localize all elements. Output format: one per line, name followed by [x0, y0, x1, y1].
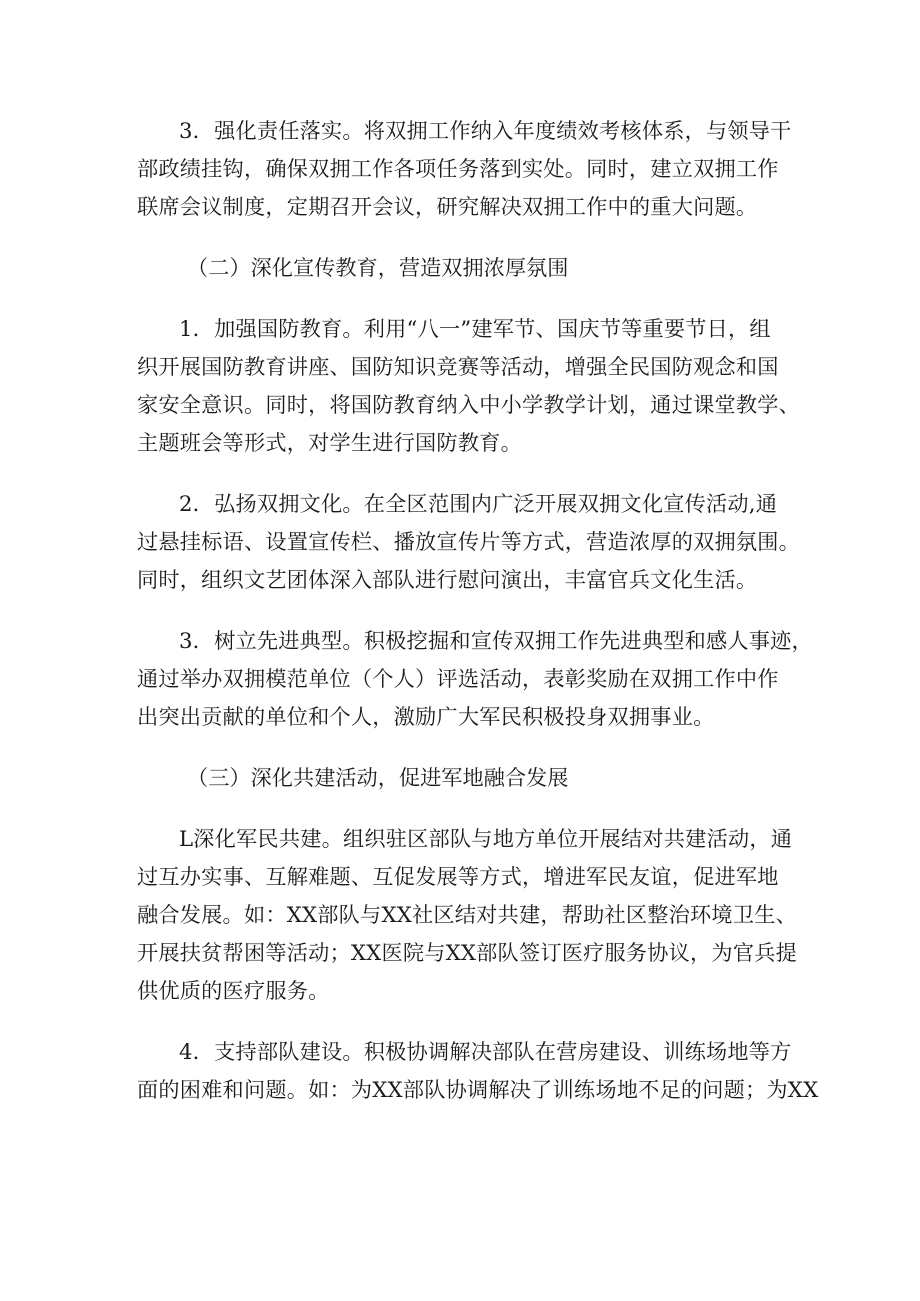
paragraph-3-responsibility — [137, 112, 797, 226]
text-line: 联席会议制度，定期召开会议，研究解决双拥工作中的重大问题。 — [137, 194, 758, 219]
text-line: 4．支持部队建设。积极协调解决部队在营房建设、训练场地等方 — [179, 1039, 792, 1064]
text-line: 3．强化责任落实。将双拥工作纳入年度绩效考核体系，与领导干 — [179, 118, 792, 143]
text-line: 主题班会等形式，对学生进行国防教育。 — [137, 430, 522, 455]
section-heading-3: （三）深化共建活动，促进军地融合发展 — [187, 765, 569, 790]
text-line: 3．树立先进典型。积极挖掘和宣传双拥工作先进典型和感人事迹， — [179, 628, 813, 653]
document-body — [137, 112, 819, 1132]
text-line: 供优质的医疗服务。 — [137, 978, 330, 1003]
paragraph-3-models — [137, 622, 813, 736]
text-line: 过悬挂标语、设置宣传栏、播放宣传片等方式，营造浓厚的双拥氛围。 — [137, 529, 801, 554]
text-line: 1．加强国防教育。利用“八一”建军节、国庆节等重要节日，组 — [179, 316, 771, 341]
text-line: 开展扶贫帮困等活动；XX医院与XX部队签订医疗服务协议，为官兵提 — [137, 940, 797, 965]
text-line: 过互办实事、互解难题、互促发展等方式，增进军民友谊，促进军地 — [137, 864, 779, 889]
text-line: L深化军民共建。组织驻区部队与地方单位开展结对共建活动，通 — [179, 826, 793, 851]
paragraph-1-co-construction — [137, 820, 797, 1010]
text-line: 同时，组织文艺团体深入部队进行慰问演出，丰富官兵文化生活。 — [137, 567, 758, 592]
text-line: 部政绩挂钩，确保双拥工作各项任务落到实处。同时，建立双拥工作 — [137, 156, 779, 181]
text-line: 织开展国防教育讲座、国防知识竞赛等活动，增强全民国防观念和国 — [137, 354, 779, 379]
text-line: 面的困难和问题。如：为XX部队协调解决了训练场地不足的问题；为XX — [137, 1077, 819, 1102]
paragraph-1-defense-education — [137, 310, 801, 462]
text-line: 出突出贡献的单位和个人，激励广大军民积极投身双拥事业。 — [137, 704, 715, 729]
text-line: 通过举办双拥模范单位（个人）评选活动，表彰奖励在双拥工作中作 — [137, 666, 779, 691]
paragraph-4-support-troops — [137, 1033, 819, 1109]
text-line: 融合发展。如：XX部队与XX社区结对共建，帮助社区整治环境卫生、 — [137, 902, 797, 927]
text-line: 2．弘扬双拥文化。在全区范围内广泛开展双拥文化宣传活动,通 — [179, 491, 778, 516]
section-heading-2: （二）深化宣传教育，营造双拥浓厚氛围 — [187, 255, 569, 280]
text-line: 家安全意识。同时，将国防教育纳入中小学教学计划，通过课堂教学、 — [137, 392, 801, 417]
paragraph-2-culture — [137, 485, 801, 599]
